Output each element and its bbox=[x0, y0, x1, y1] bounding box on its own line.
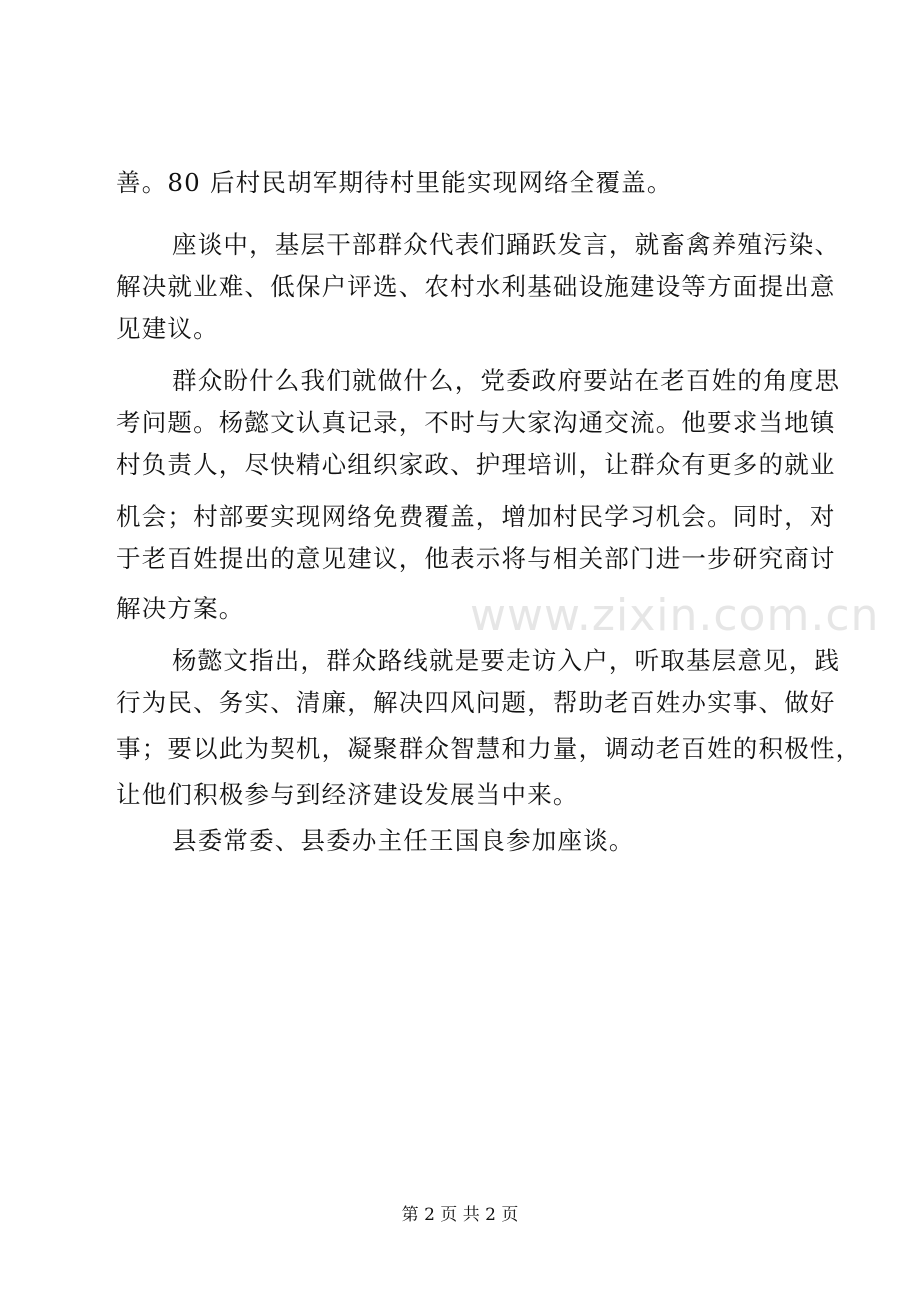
paragraph-line: 考问题。杨懿文认真记录，不时与大家沟通交流。他要求当地镇 bbox=[116, 408, 836, 437]
paragraph-line: 让他们积极参与到经济建设发展当中来。 bbox=[116, 780, 579, 809]
watermark: www.zixin.com.cn bbox=[470, 590, 880, 641]
paragraph-line: 事；要以此为契机，凝聚群众智慧和力量，调动老百姓的积极性， bbox=[116, 734, 862, 763]
paragraph-line: 行为民、务实、清廉，解决四风问题，帮助老百姓办实事、做好 bbox=[116, 688, 836, 717]
paragraph-line: 群众盼什么我们就做什么，党委政府要站在老百姓的角度思 bbox=[172, 366, 841, 395]
page-footer: 第 2 页 共 2 页 bbox=[401, 1205, 519, 1225]
paragraph-line: 解决就业难、低保户评选、农村水利基础设施建设等方面提出意 bbox=[116, 272, 836, 301]
paragraph-line: 座谈中，基层干部群众代表们踊跃发言，就畜禽养殖污染、 bbox=[172, 230, 841, 259]
paragraph-line: 村负责人，尽快精心组织家政、护理培训，让群众有更多的就业 bbox=[116, 450, 836, 479]
paragraph-line: 县委常委、县委办主任王国良参加座谈。 bbox=[172, 826, 635, 855]
paragraph-line: 机会；村部要实现网络免费覆盖，增加村民学习机会。同时，对 bbox=[116, 502, 836, 531]
paragraph-line: 见建议。 bbox=[116, 314, 219, 343]
paragraph-line: 于老百姓提出的意见建议，他表示将与相关部门进一步研究商讨 bbox=[116, 544, 836, 573]
paragraph-line: 杨懿文指出，群众路线就是要走访入户，听取基层意见，践 bbox=[172, 646, 841, 675]
paragraph-line: 善。80 后村民胡军期待村里能实现网络全覆盖。 bbox=[116, 168, 673, 197]
paragraph-line: 解决方案。 bbox=[116, 594, 245, 623]
